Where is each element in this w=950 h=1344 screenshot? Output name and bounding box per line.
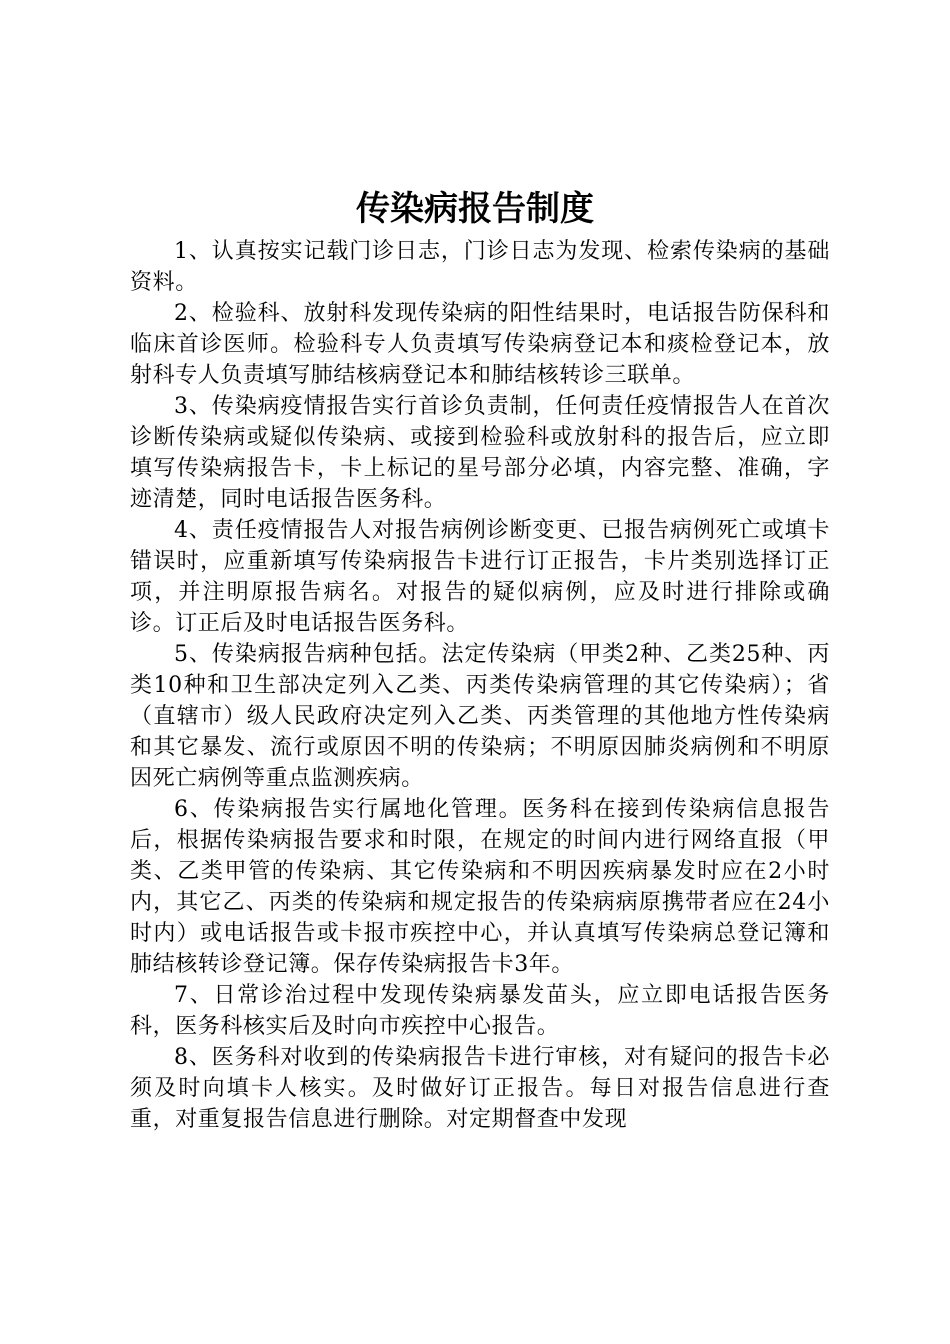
paragraph-3: 3、传染病疫情报告实行首诊负责制，任何责任疫情报告人在首次诊断传染病或疑似传染病、或接到检验科或放射科的报告后，应立即填写传染病报告卡，卡上标记的星号部分必填，内容完整、准确，字迹清楚，同时电话报告医务科。 <box>130 394 830 512</box>
paragraph-8: 8、医务科对收到的传染病报告卡进行审核，对有疑问的报告卡必须及时向填卡人核实。及时做好订正报告。每日对报告信息进行查重，对重复报告信息进行删除。对定期督查中发现 <box>130 1045 830 1132</box>
document-body <box>130 236 830 1135</box>
paragraph-1: 1、认真按实记载门诊日志，门诊日志为发现、检索传染病的基础资料。 <box>130 239 830 295</box>
document-title: 传染病报告制度 <box>356 189 594 229</box>
paragraph-6: 6、传染病报告实行属地化管理。医务科在接到传染病信息报告后，根据传染病报告要求和时限，在规定的时间内进行网络直报（甲类、乙类甲管的传染病、其它传染病和不明因疾病暴发时应在2小时内，其它乙、丙类的传染病和规定报告的传染病病原携带者应在24小时内）或电话报告或卡报市疾控中心，并认真填写传染病总登记簿和肺结核转诊登记簿。保存传染病报告卡3年。 <box>130 797 830 977</box>
paragraph-2: 2、检验科、放射科发现传染病的阳性结果时，电话报告防保科和临床首诊医师。检验科专人负责填写传染病登记本和痰检登记本，放射科专人负责填写肺结核病登记本和肺结核转诊三联单。 <box>130 301 830 388</box>
paragraph-7: 7、日常诊治过程中发现传染病暴发苗头，应立即电话报告医务科，医务科核实后及时向市疾控中心报告。 <box>130 983 830 1039</box>
paragraph-4: 4、责任疫情报告人对报告病例诊断变更、已报告病例死亡或填卡错误时，应重新填写传染病报告卡进行订正报告，卡片类别选择订正项，并注明原报告病名。对报告的疑似病例，应及时进行排除或确诊。订正后及时电话报告医务科。 <box>130 518 830 636</box>
paragraph-5: 5、传染病报告病种包括。法定传染病（甲类2种、乙类25种、丙类10种和卫生部决定列入乙类、丙类传染病管理的其它传染病）；省（直辖市）级人民政府决定列入乙类、丙类管理的其他地方性传染病和其它暴发、流行或原因不明的传染病；不明原因肺炎病例和不明原因死亡病例等重点监测疾病。 <box>130 642 830 791</box>
